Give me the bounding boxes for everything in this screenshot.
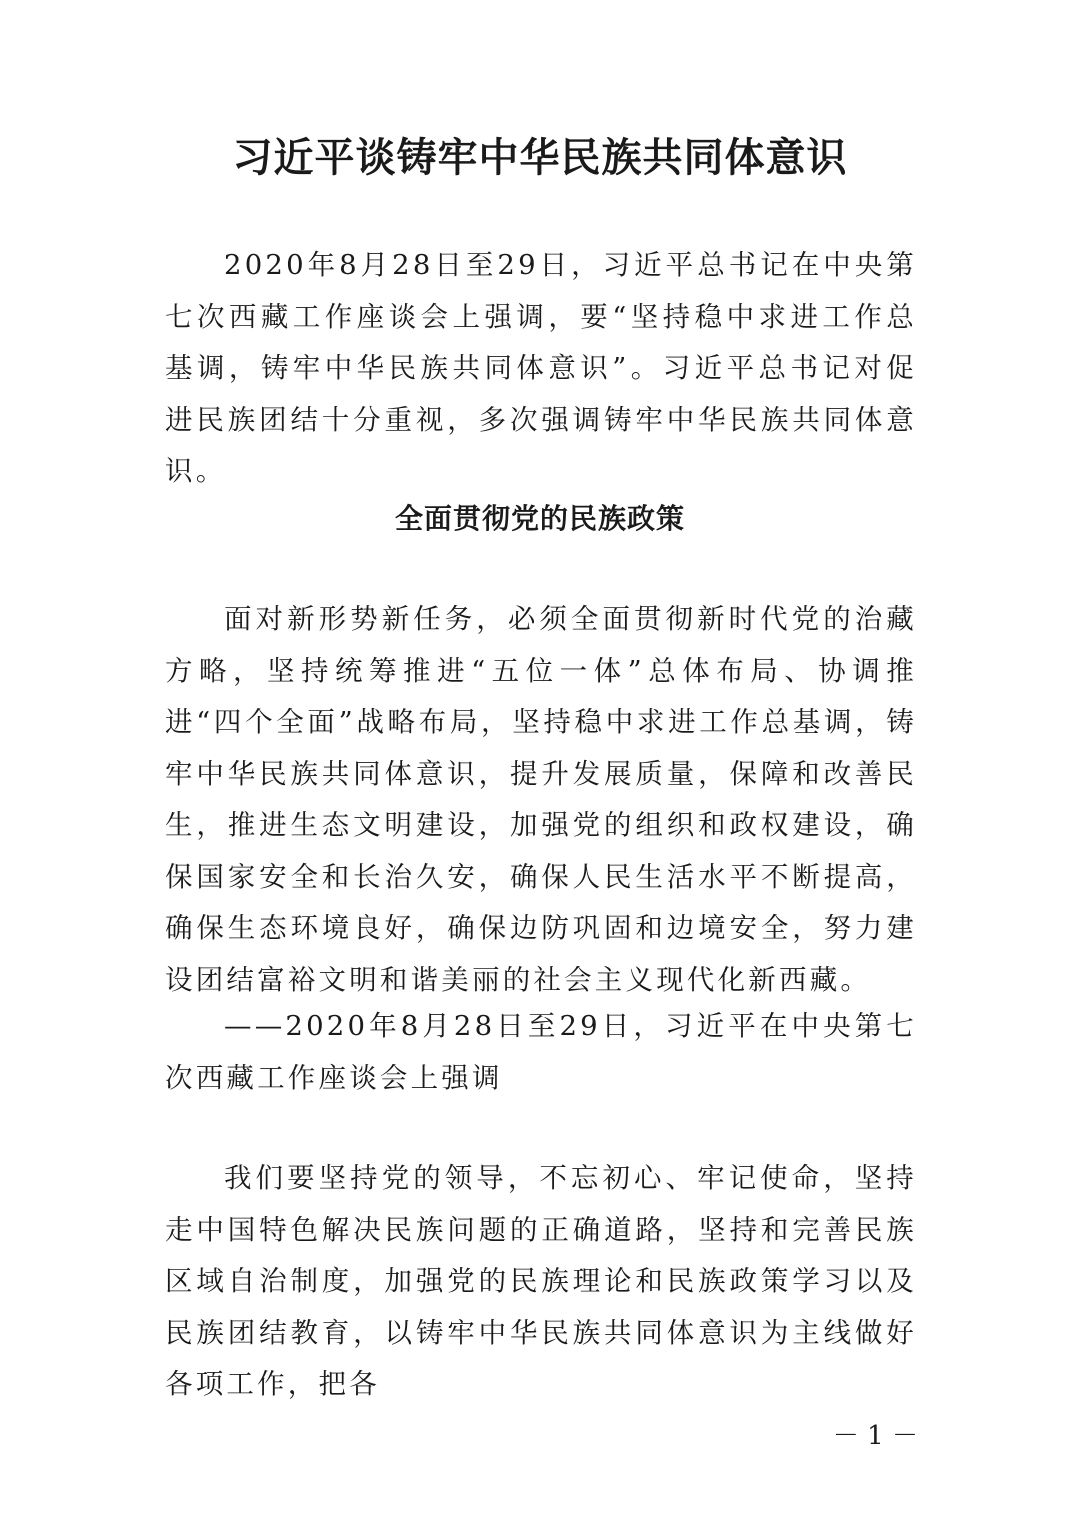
section-heading: 全面贯彻党的民族政策 [394,502,685,535]
document-title: 习近平谈铸牢中华民族共同体意识 [232,134,848,181]
quote-paragraph: 面对新形势新任务，必须全面贯彻新时代党的治藏方略，坚持统筹推进“五位一体”总体布局、协调推进“四个全面”战略布局，坚持稳中求进工作总基调，铸牢中华民族共同体意识，提升发展质量，保障和改善民生，推进生态文明建设，加强党的组织和政权建设，确保国家安全和长治久安，确保人民生活水平不断提高，确保生态环境良好，确保边防巩固和边境安全，努力建设团结富裕文明和谐美丽的社会主义现代化新西藏。 [165,603,917,996]
intro-paragraph: 2020年8月28日至29日，习近平总书记在中央第七次西藏工作座谈会上强调，要“坚持稳中求进工作总基调，铸牢中华民族共同体意识”。习近平总书记对促进民族团结十分重视，多次强调铸牢中华民族共同体意识。 [165,249,917,487]
quote-source: ——2020年8月28日至29日，习近平在中央第七次西藏工作座谈会上强调 [165,1010,917,1094]
page-number: － 1 － [832,1421,918,1451]
quote-paragraph-2: 我们要坚持党的领导，不忘初心、牢记使命，坚持走中国特色解决民族问题的正确道路，坚持和完善民族区域自治制度，加强党的民族理论和民族政策学习以及民族团结教育，以铸牢中华民族共同体意识为主线做好各项工作，把各 [165,1162,917,1400]
